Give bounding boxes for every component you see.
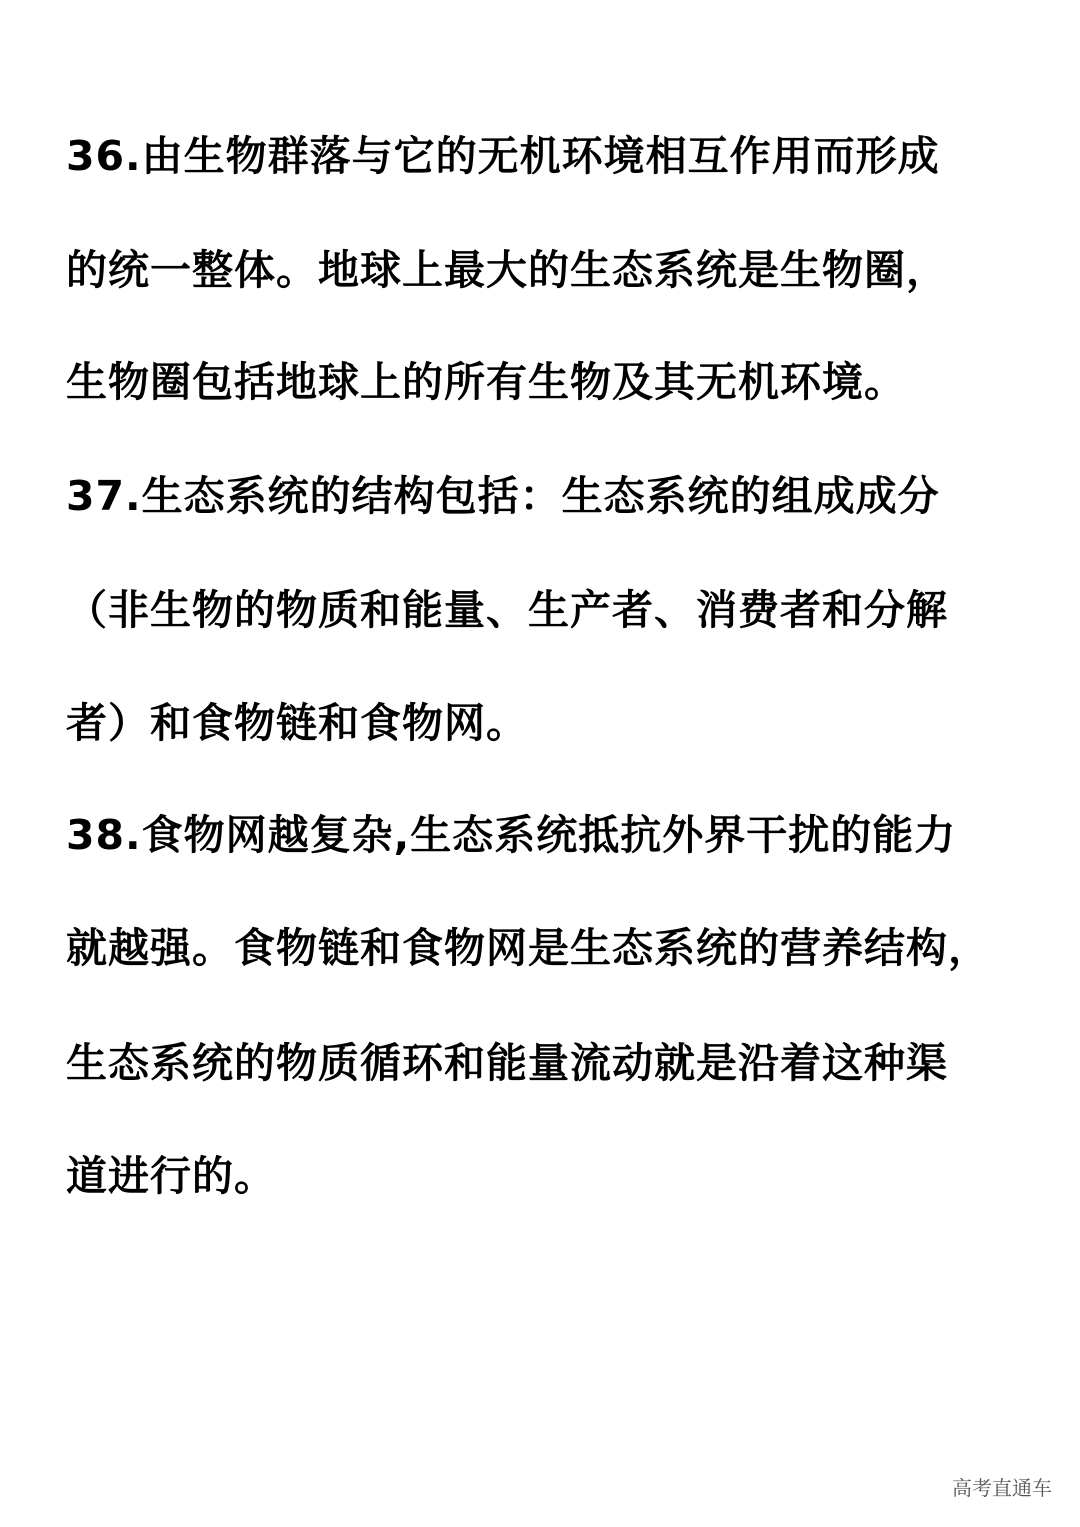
text-line-9: 生态系统的物质循环和能量流动就是沿着这种渠 xyxy=(66,1039,948,1087)
watermark-label: 高考直通车 xyxy=(952,1476,1052,1500)
text-line-8: 就越强。食物链和食物网是生态系统的营养结构， xyxy=(66,924,990,972)
text-line-2: 的统一整体。地球上最大的生态系统是生物圈， xyxy=(66,246,948,294)
text-line-6: 者）和食物链和食物网。 xyxy=(66,699,528,747)
text-line-5: （非生物的物质和能量、生产者、消费者和分解 xyxy=(66,586,948,634)
text-line-3: 生物圈包括地球上的所有生物及其无机环境。 xyxy=(66,358,906,406)
text-line-7: 38.食物网越复杂,生态系统抵抗外界干扰的能力 xyxy=(66,811,957,859)
text-line-1: 36.由生物群落与它的无机环境相互作用而形成 xyxy=(66,132,940,180)
text-line-10: 道进行的。 xyxy=(66,1152,276,1200)
text-line-4: 37.生态系统的结构包括：生态系统的组成成分 xyxy=(66,472,940,520)
